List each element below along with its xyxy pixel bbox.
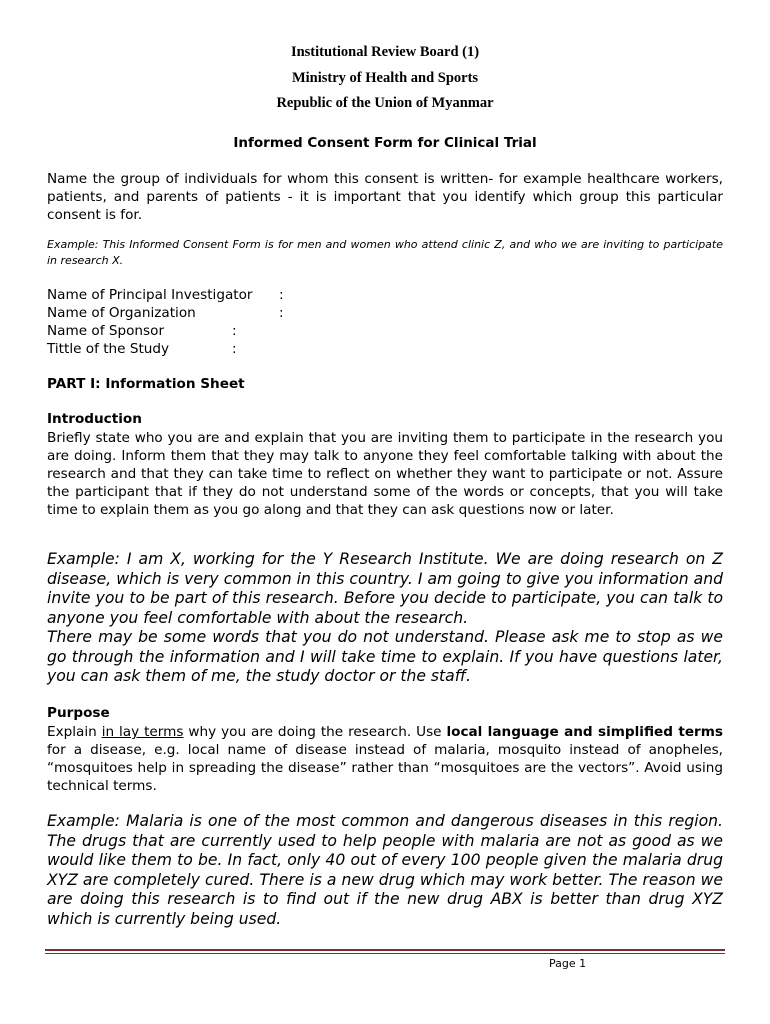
header-board: Institutional Review Board (1): [290, 44, 480, 60]
purpose-text: [47, 723, 723, 795]
field-separator: :: [279, 305, 284, 321]
purpose-text-b: why you are doing the research. Use: [183, 724, 447, 740]
field-separator: :: [279, 287, 284, 303]
field-principal-investigator: [47, 286, 284, 304]
purpose-bold-terms: local language and simplified terms: [446, 724, 723, 740]
purpose-lay-terms: in lay terms: [101, 724, 184, 740]
part1-heading: PART I: Information Sheet: [47, 376, 245, 392]
field-separator: :: [232, 323, 237, 339]
field-label: Name of Principal Investigator: [47, 287, 253, 303]
field-label: Name of Sponsor: [47, 323, 165, 339]
page-number: Page 1: [549, 957, 587, 970]
intro-instruction: Name the group of individuals for whom this consent is written- for example healthcare workers, patients, and parents of patients - it is important that you identify which group this particular consent is for.: [47, 171, 723, 223]
introduction-example-2: There may be some words that you do not understand. Please ask me to stop as we go through the information and I will take time to explain. If you have questions later, you can ask them of me, the study doctor or the staff.: [47, 628, 723, 685]
form-title: Informed Consent Form for Clinical Trial: [233, 135, 537, 151]
introduction-text: Briefly state who you are and explain that you are inviting them to participate in the research you are doing. Inform them that they may talk to anyone they feel comfortable talking with about the research and that they can take time to reflect on whether they want to participate or not. Assure the participant that if they do not understand some of the words or concepts, that you will take time to explain them as you go along and that they can ask questions now or later.: [47, 430, 723, 518]
purpose-heading: Purpose: [47, 705, 110, 721]
field-separator: :: [232, 341, 237, 357]
field-organization: [47, 304, 284, 322]
footer-rule: [45, 949, 725, 951]
purpose-text-a: Explain: [47, 724, 102, 740]
header-republic: Republic of the Union of Myanmar: [276, 95, 494, 111]
field-study-title: [47, 340, 237, 358]
purpose-example: Example: Malaria is one of the most common and dangerous diseases in this region. The drugs that are currently used to help people with malaria are not as good as we would like them to be. In fact, only 40 out of every 100 people given the malaria drug XYZ are completely cured. There is a new drug which may work better. The reason we are doing this research is to find out if the new drug ABX is better than drug XYZ which is currently being used.: [47, 812, 723, 928]
field-label: Name of Organization: [47, 305, 196, 321]
introduction-heading: Introduction: [47, 411, 142, 427]
footer-rule-thin: [45, 953, 725, 954]
header-ministry: Ministry of Health and Sports: [291, 70, 479, 86]
field-label: Tittle of the Study: [47, 341, 170, 357]
purpose-text-c: for a disease, e.g. local name of disease instead of malaria, mosquito instead of anopheles, “mosquitoes help in spreading the disease” rather than “mosquitoes are the vectors”. Avoid using technical terms.: [47, 742, 723, 794]
field-sponsor: [47, 322, 237, 340]
intro-example: Example: This Informed Consent Form is for men and women who attend clinic Z, and who we are inviting to participate in research X.: [47, 238, 723, 267]
introduction-example-1: Example: I am X, working for the Y Research Institute. We are doing research on Z disease, which is very common in this country. I am going to give you information and invite you to be part of this research. Before you decide to participate, you can talk to anyone you feel comfortable with about the research.: [47, 550, 723, 627]
